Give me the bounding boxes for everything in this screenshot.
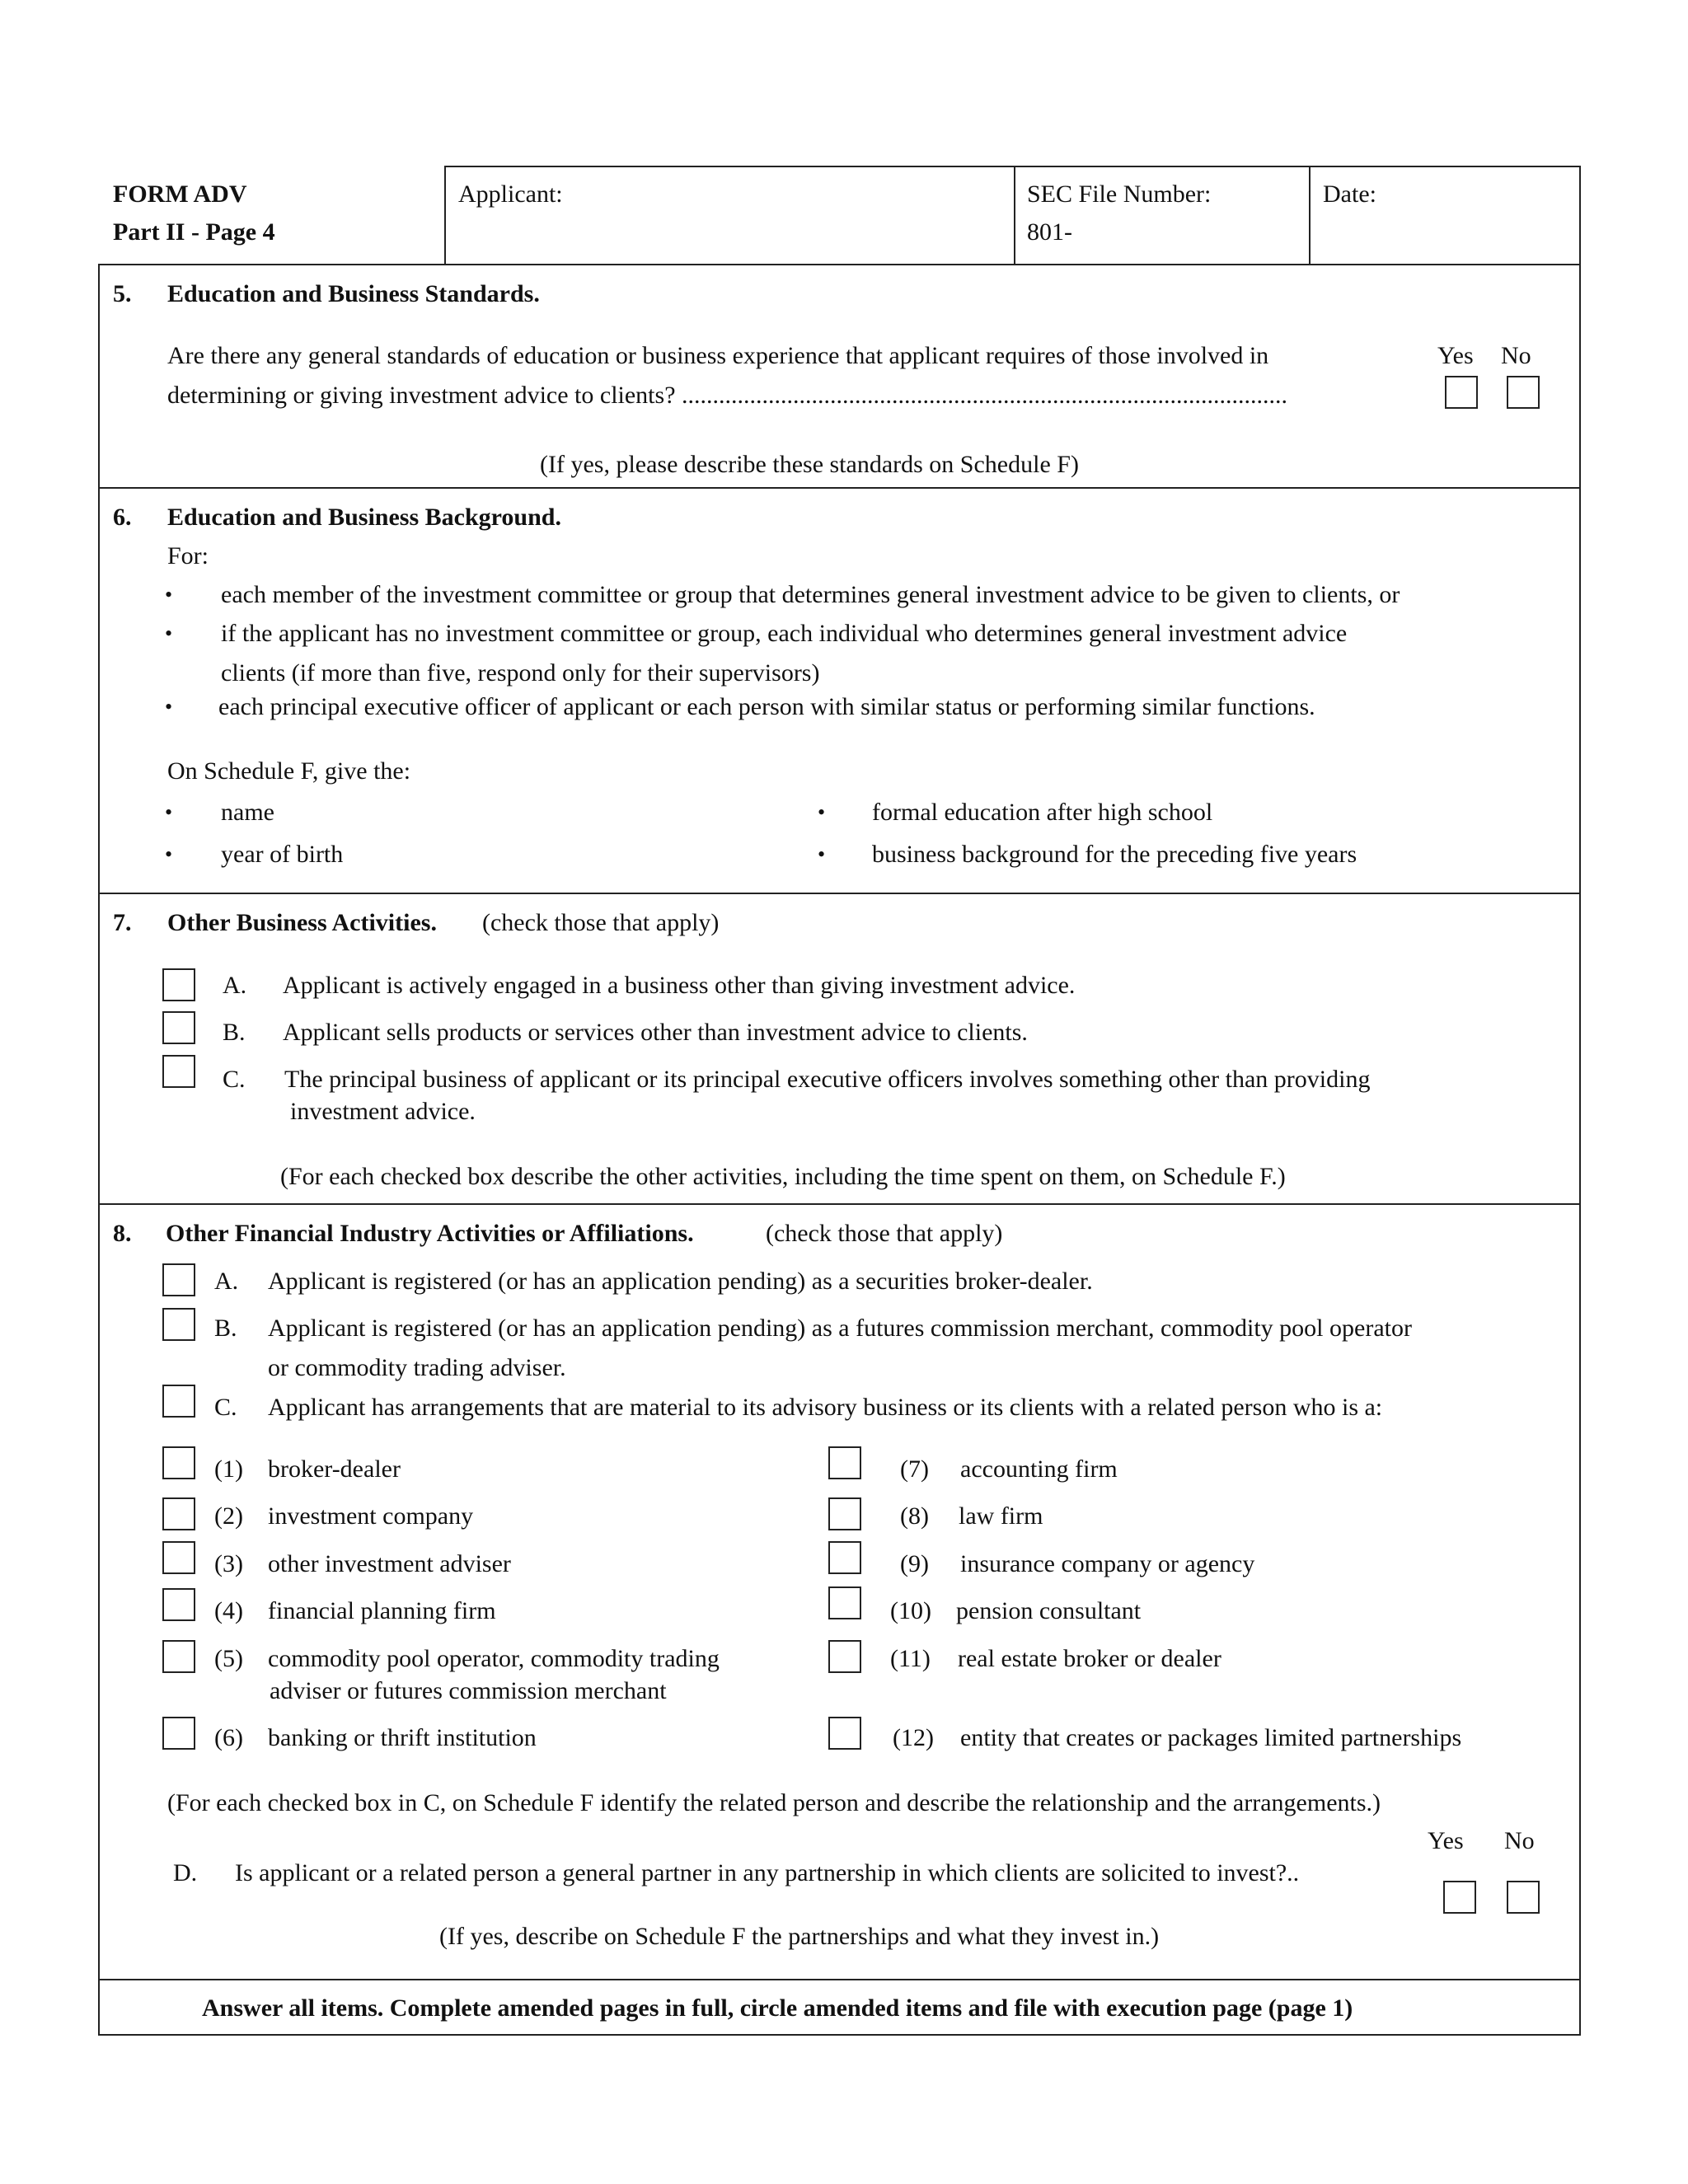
- related-insurance-checkbox[interactable]: [828, 1541, 861, 1574]
- bullet: •: [165, 842, 173, 866]
- related-num: (6): [214, 1724, 243, 1751]
- section-title: Education and Business Background.: [167, 504, 561, 531]
- item-text: Applicant has arrangements that are material to its advisory business or its clients with a related person who is a:: [268, 1394, 1383, 1421]
- item-letter: A.: [214, 1268, 239, 1295]
- give-item: name: [221, 799, 274, 826]
- section-title: Education and Business Standards.: [167, 280, 540, 307]
- section-divider: [98, 893, 1581, 894]
- d-no-checkbox[interactable]: [1507, 1881, 1540, 1914]
- section-title-suffix: (check those that apply): [766, 1220, 1003, 1247]
- related-text: other investment adviser: [268, 1550, 511, 1577]
- item-text: Applicant is actively engaged in a business other than giving investment advice.: [283, 972, 1076, 999]
- date-label: Date:: [1323, 180, 1376, 208]
- related-investment-company-checkbox[interactable]: [162, 1497, 195, 1530]
- section-divider: [98, 1203, 1581, 1205]
- affiliation-c-checkbox[interactable]: [162, 1385, 195, 1418]
- sec-file-prefix: 801-: [1027, 218, 1072, 246]
- question-text: determining or giving investment advice to clients? ..................................................................................................: [167, 382, 1288, 409]
- related-text: insurance company or agency: [960, 1550, 1255, 1577]
- section-note: (If yes, describe on Schedule F the partnerships and what they invest in.): [439, 1923, 1160, 1950]
- item-text: Applicant is registered (or has an application pending) as a securities broker-dealer.: [268, 1268, 1093, 1295]
- related-num: (5): [214, 1645, 243, 1672]
- bullet: •: [165, 621, 173, 645]
- activity-b-checkbox[interactable]: [162, 1011, 195, 1044]
- section-number: 5.: [113, 280, 132, 307]
- related-broker-dealer-checkbox[interactable]: [162, 1446, 195, 1479]
- section-divider: [98, 487, 1581, 489]
- header-divider: [1014, 166, 1015, 265]
- form-page: Part II - Page 4: [113, 218, 275, 246]
- sec-file-label: SEC File Number:: [1027, 180, 1212, 208]
- bullet: •: [165, 695, 173, 719]
- no-checkbox[interactable]: [1507, 376, 1540, 409]
- applicant-field[interactable]: [449, 210, 1006, 260]
- related-text: law firm: [959, 1502, 1043, 1530]
- item-letter: D.: [173, 1859, 198, 1886]
- form-title: FORM ADV: [113, 180, 247, 208]
- bullet-text: if the applicant has no investment committee or group, each individual who determines general investment advice: [221, 620, 1348, 647]
- item-text: Applicant sells products or services other than investment advice to clients.: [283, 1019, 1028, 1046]
- related-limited-partnerships-checkbox[interactable]: [828, 1717, 861, 1750]
- activity-c-checkbox[interactable]: [162, 1055, 195, 1088]
- applicant-label: Applicant:: [458, 180, 563, 208]
- item-text: Is applicant or a related person a general partner in any partnership in which clients are solicited to invest?..: [235, 1859, 1300, 1886]
- item-text: or commodity trading adviser.: [268, 1354, 566, 1381]
- related-num: (11): [890, 1645, 931, 1672]
- give-item: formal education after high school: [872, 799, 1213, 826]
- related-text: banking or thrift institution: [268, 1724, 537, 1751]
- item-letter: C.: [223, 1066, 246, 1093]
- section-number: 8.: [113, 1220, 132, 1247]
- related-financial-planning-checkbox[interactable]: [162, 1588, 195, 1621]
- no-label: No: [1504, 1827, 1535, 1854]
- item-letter: C.: [214, 1394, 237, 1421]
- item-letter: B.: [214, 1315, 237, 1342]
- activity-a-checkbox[interactable]: [162, 968, 195, 1001]
- date-field[interactable]: [1315, 210, 1571, 260]
- related-num: (10): [890, 1597, 931, 1624]
- bullet-text: each member of the investment committee or group that determines general investment advice to be given to clients, or: [221, 581, 1400, 608]
- affiliation-a-checkbox[interactable]: [162, 1263, 195, 1296]
- for-label: For:: [167, 542, 209, 569]
- related-num: (8): [900, 1502, 929, 1530]
- related-text: accounting firm: [960, 1455, 1118, 1483]
- bullet-text: clients (if more than five, respond only for their supervisors): [221, 659, 820, 687]
- d-yes-checkbox[interactable]: [1443, 1881, 1476, 1914]
- give-item: year of birth: [221, 841, 344, 868]
- section-divider: [98, 1979, 1581, 1980]
- section-title-suffix: (check those that apply): [482, 909, 720, 936]
- item-text: Applicant is registered (or has an application pending) as a futures commission merchant, commodity pool operator: [268, 1315, 1412, 1342]
- section-number: 7.: [113, 909, 132, 936]
- no-label: No: [1501, 342, 1531, 369]
- related-commodity-pool-checkbox[interactable]: [162, 1640, 195, 1673]
- section-title: Other Financial Industry Activities or Affiliations.: [166, 1220, 694, 1247]
- related-num: (3): [214, 1550, 243, 1577]
- related-text: commodity pool operator, commodity trading: [268, 1645, 720, 1672]
- yes-label: Yes: [1437, 342, 1474, 369]
- related-text: real estate broker or dealer: [958, 1645, 1221, 1672]
- related-num: (1): [214, 1455, 243, 1483]
- yes-checkbox[interactable]: [1445, 376, 1478, 409]
- related-num: (12): [893, 1724, 934, 1751]
- section-title: Other Business Activities.: [167, 909, 437, 936]
- give-item: business background for the preceding five years: [872, 841, 1357, 868]
- related-banking-checkbox[interactable]: [162, 1717, 195, 1750]
- bullet: •: [818, 842, 826, 866]
- related-text: investment company: [268, 1502, 474, 1530]
- related-text: broker-dealer: [268, 1455, 401, 1483]
- related-accounting-firm-checkbox[interactable]: [828, 1446, 861, 1479]
- bullet-text: each principal executive officer of applicant or each person with similar status or performing similar functions.: [218, 693, 1315, 720]
- section-note: (If yes, please describe these standards on Schedule F): [540, 451, 1079, 478]
- header-divider: [1309, 166, 1311, 265]
- item-letter: B.: [223, 1019, 246, 1046]
- bullet: •: [818, 800, 826, 824]
- related-text: entity that creates or packages limited partnerships: [960, 1724, 1462, 1751]
- related-text: pension consultant: [956, 1597, 1142, 1624]
- item-text: investment advice.: [290, 1098, 476, 1125]
- related-investment-adviser-checkbox[interactable]: [162, 1541, 195, 1574]
- related-real-estate-checkbox[interactable]: [828, 1640, 861, 1673]
- bullet: •: [165, 800, 173, 824]
- related-text: adviser or futures commission merchant: [270, 1677, 667, 1704]
- related-pension-consultant-checkbox[interactable]: [828, 1586, 861, 1619]
- section-note: (For each checked box describe the other activities, including the time spent on them, on Schedule F.): [280, 1163, 1286, 1190]
- affiliation-b-checkbox[interactable]: [162, 1308, 195, 1341]
- related-num: (4): [214, 1597, 243, 1624]
- related-num: (9): [900, 1550, 929, 1577]
- item-text: The principal business of applicant or its principal executive officers involves something other than providing: [284, 1066, 1371, 1093]
- related-num: (7): [900, 1455, 929, 1483]
- yes-label: Yes: [1428, 1827, 1464, 1854]
- section-note: (For each checked box in C, on Schedule F identify the related person and describe the relationship and the arrangements.): [167, 1789, 1381, 1816]
- section-number: 6.: [113, 504, 132, 531]
- related-text: financial planning firm: [268, 1597, 496, 1624]
- related-num: (2): [214, 1502, 243, 1530]
- related-law-firm-checkbox[interactable]: [828, 1497, 861, 1530]
- question-text: Are there any general standards of education or business experience that applicant requires of those involved in: [167, 342, 1269, 369]
- item-letter: A.: [223, 972, 247, 999]
- bullet: •: [165, 583, 173, 607]
- footer-instruction: Answer all items. Complete amended pages in full, circle amended items and file with execution page (page 1): [202, 1994, 1353, 2022]
- schedule-intro: On Schedule F, give the:: [167, 757, 411, 785]
